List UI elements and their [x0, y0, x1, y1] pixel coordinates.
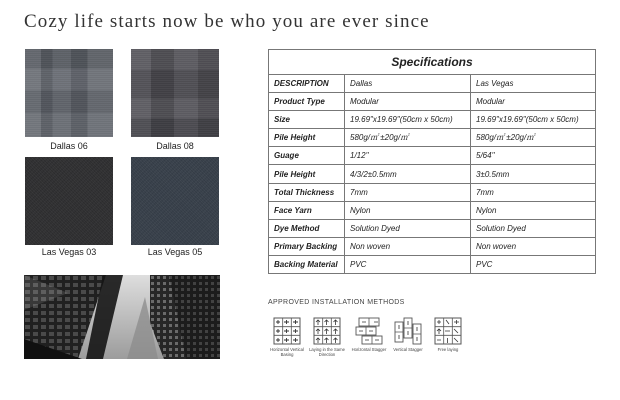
spec-value-las-vegas: 7mm [471, 183, 596, 201]
spec-value-las-vegas: Solution Dyed [471, 219, 596, 237]
las-vegas-05-swatch [131, 157, 219, 245]
dallas-08-caption: Dallas 08 [156, 141, 194, 151]
table-row [269, 201, 596, 219]
same-direction-icon [313, 317, 341, 345]
specifications-header-row [269, 50, 596, 75]
table-row [269, 255, 596, 273]
installation-method-horizontal-stagger [347, 317, 391, 352]
spec-value-las-vegas: PVC [471, 255, 596, 273]
page-headline: Cozy life starts now be who you are ever since [24, 11, 430, 32]
specifications-table [268, 49, 596, 274]
spec-value-dallas: Nylon [345, 201, 471, 219]
las-vegas-05-caption: Las Vegas 05 [147, 247, 203, 257]
spec-value-las-vegas: Non woven [471, 237, 596, 255]
building-photo [24, 275, 220, 359]
las-vegas-03-caption: Las Vegas 03 [41, 247, 97, 257]
spec-value-las-vegas: Nylon [471, 201, 596, 219]
spec-value-dallas: Modular [345, 93, 471, 111]
spec-value-dallas: Dallas [345, 75, 471, 93]
installation-method-label: Vertical Stagger [393, 347, 423, 352]
spec-value-dallas: Solution Dyed [345, 219, 471, 237]
installation-method-vertical-stagger [386, 317, 430, 352]
spec-value-dallas: 580g/㎡ ±20g/㎡ [345, 129, 471, 147]
spec-value-las-vegas: 5/64'' [471, 147, 596, 165]
spec-label: Backing Material [269, 255, 345, 273]
table-row [269, 219, 596, 237]
installation-methods-title: APPROVED INSTALLATION METHODS [268, 299, 405, 306]
installation-method-label: Horizontal Vertical Basing [270, 347, 304, 357]
spec-value-dallas: 1/12'' [345, 147, 471, 165]
spec-value-las-vegas: 580g/㎡ ±20g/㎡ [471, 129, 596, 147]
installation-method-label: Horizontal Stagger [351, 347, 387, 352]
table-row [269, 165, 596, 183]
spec-value-dallas: 19.69"x19.69"(50cm x 50cm) [345, 111, 471, 129]
spec-label: Face Yarn [269, 201, 345, 219]
spec-label: Guage [269, 147, 345, 165]
spec-label: Pile Height [269, 165, 345, 183]
installation-method-label: Free laying [437, 347, 459, 352]
dallas-06-caption: Dallas 06 [50, 141, 88, 151]
vertical-stagger-icon [394, 317, 422, 345]
table-row [269, 237, 596, 255]
specifications-title: Specifications [269, 50, 596, 75]
dallas-08-swatch [131, 49, 219, 137]
spec-value-las-vegas: 3±0.5mm [471, 165, 596, 183]
spec-value-dallas: PVC [345, 255, 471, 273]
spec-label: DESCRIPTION [269, 75, 345, 93]
spec-label: Primary Backing [269, 237, 345, 255]
dallas-06-swatch [25, 49, 113, 137]
installation-method-free-laying [426, 317, 470, 352]
installation-method-same-direction [305, 317, 349, 357]
spec-value-dallas: 4/3/2±0.5mm [345, 165, 471, 183]
building-photo-image [24, 275, 220, 359]
spec-value-dallas: 7mm [345, 183, 471, 201]
las-vegas-03-swatch [25, 157, 113, 245]
spec-label: Size [269, 111, 345, 129]
table-row [269, 93, 596, 111]
spec-label: Product Type [269, 93, 345, 111]
horizontal-vertical-basing-icon [273, 317, 301, 345]
free-laying-icon [434, 317, 462, 345]
horizontal-stagger-icon [355, 317, 383, 345]
spec-value-las-vegas: Modular [471, 93, 596, 111]
table-row [269, 75, 596, 93]
spec-value-dallas: Non woven [345, 237, 471, 255]
spec-value-las-vegas: 19.69"x19.69"(50cm x 50cm) [471, 111, 596, 129]
table-row [269, 129, 596, 147]
spec-label: Dye Method [269, 219, 345, 237]
spec-label: Total Thickness [269, 183, 345, 201]
spec-label: Pile Height [269, 129, 345, 147]
installation-method-horizontal-vertical-basing [265, 317, 309, 357]
table-row [269, 111, 596, 129]
spec-value-las-vegas: Las Vegas [471, 75, 596, 93]
installation-method-label: Laying in the Same Direction [309, 347, 345, 357]
table-row [269, 183, 596, 201]
table-row [269, 147, 596, 165]
